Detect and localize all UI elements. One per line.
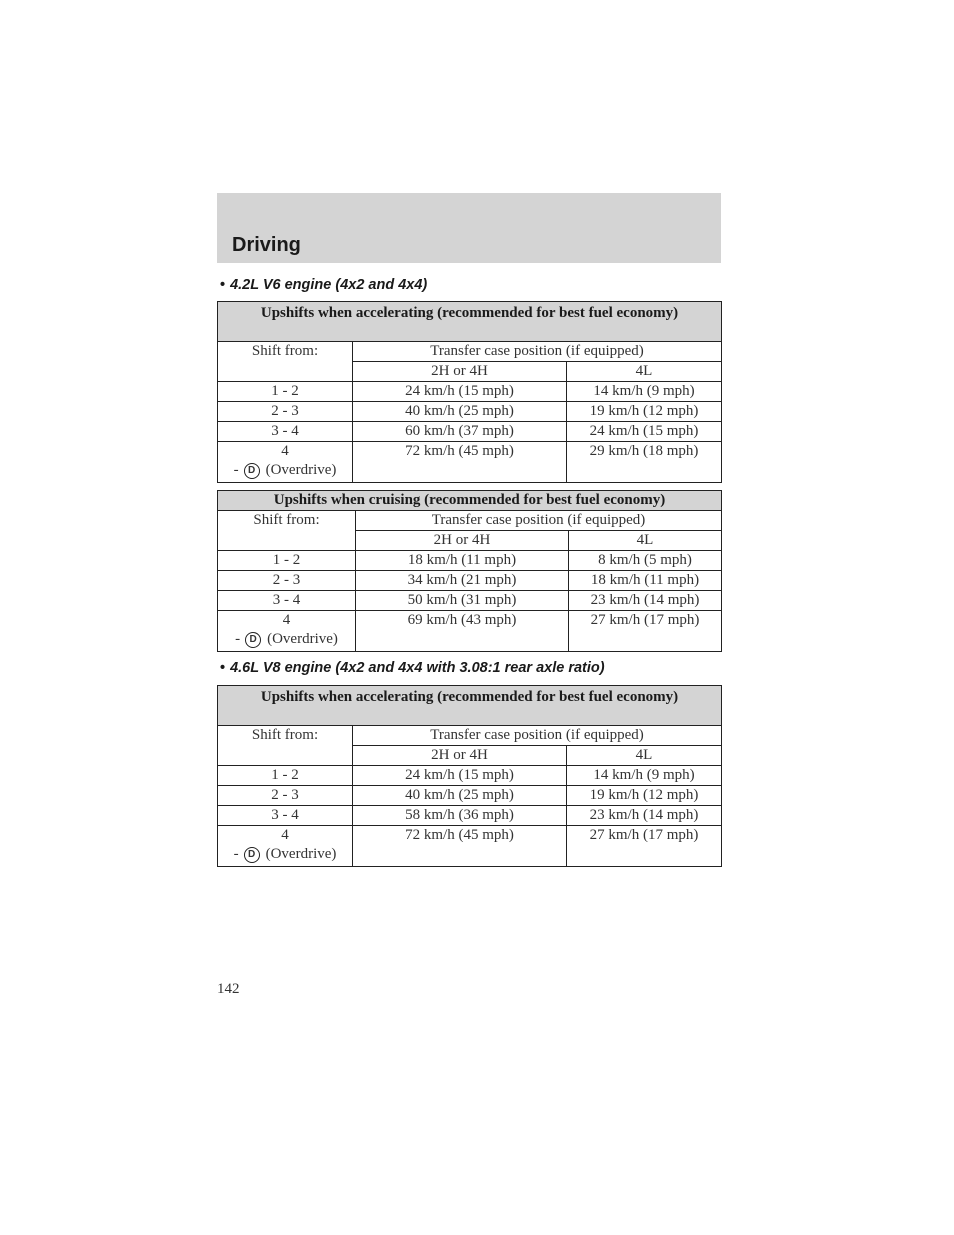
transfer-case-header: Transfer case position (if equipped) [353,342,722,362]
col-header-4l: 4L [567,362,722,382]
shift-cell [218,826,353,867]
shift-cell: 3 - 4 [218,591,356,611]
speed-4l-cell: 23 km/h (14 mph) [567,806,722,826]
col-header-4l: 4L [569,531,722,551]
shift-from-header: Shift from: [218,511,356,551]
speed-4l-cell: 18 km/h (11 mph) [569,571,722,591]
upshift-table-v6-cruising [217,490,722,652]
shift-gear: 4 [281,443,289,459]
table-row [218,591,722,611]
engine-heading-v6: • 4.2L V6 engine (4x2 and 4x4) [220,277,428,293]
col-header-4l: 4L [567,746,722,766]
speed-4l-cell: 8 km/h (5 mph) [569,551,722,571]
col-header-2h-4h: 2H or 4H [353,746,567,766]
speed-4l-cell: 19 km/h (12 mph) [567,786,722,806]
table-row [218,611,722,652]
engine-heading-v8: • 4.6L V8 engine (4x2 and 4x4 with 3.08:1 rear axle ratio) [220,660,605,676]
overdrive-label: - D (Overdrive) [233,846,337,862]
speed-2h-4h-cell: 40 km/h (25 mph) [353,402,567,422]
table-title: Upshifts when accelerating (recommended for best fuel economy) [218,302,722,342]
shift-cell: 1 - 2 [218,382,353,402]
upshift-table-v6-accelerating [217,301,722,483]
speed-2h-4h-cell: 50 km/h (31 mph) [356,591,569,611]
speed-2h-4h-cell: 72 km/h (45 mph) [353,826,567,867]
table-row [218,422,722,442]
overdrive-d-icon: D [245,632,261,648]
shift-cell [218,611,356,652]
bullet-icon: • [220,660,226,676]
speed-4l-cell: 14 km/h (9 mph) [567,382,722,402]
table-title: Upshifts when cruising (recommended for best fuel economy) [218,491,722,511]
speed-2h-4h-cell: 24 km/h (15 mph) [353,766,567,786]
speed-4l-cell: 14 km/h (9 mph) [567,766,722,786]
upshift-table-v8-accelerating [217,685,722,867]
col-header-2h-4h: 2H or 4H [353,362,567,382]
speed-4l-cell: 23 km/h (14 mph) [569,591,722,611]
speed-4l-cell: 19 km/h (12 mph) [567,402,722,422]
shift-from-header: Shift from: [218,342,353,382]
table-row [218,402,722,422]
speed-2h-4h-cell: 40 km/h (25 mph) [353,786,567,806]
shift-cell: 1 - 2 [218,766,353,786]
shift-cell: 3 - 4 [218,806,353,826]
overdrive-d-icon: D [244,463,260,479]
speed-2h-4h-cell: 34 km/h (21 mph) [356,571,569,591]
shift-cell: 1 - 2 [218,551,356,571]
section-title: Driving [232,234,301,256]
transfer-case-header: Transfer case position (if equipped) [356,511,722,531]
shift-cell [218,442,353,483]
transfer-case-header: Transfer case position (if equipped) [353,726,722,746]
shift-gear: 4 [282,612,291,628]
shift-cell: 3 - 4 [218,422,353,442]
shift-cell: 2 - 3 [218,571,356,591]
table-row [218,571,722,591]
overdrive-label: - D (Overdrive) [233,462,337,478]
table-row [218,786,722,806]
speed-4l-cell: 27 km/h (17 mph) [569,611,722,652]
speed-2h-4h-cell: 72 km/h (45 mph) [353,442,567,483]
speed-4l-cell: 29 km/h (18 mph) [567,442,722,483]
speed-4l-cell: 27 km/h (17 mph) [567,826,722,867]
shift-from-header: Shift from: [218,726,353,766]
table-row [218,551,722,571]
table-row [218,766,722,786]
speed-2h-4h-cell: 18 km/h (11 mph) [356,551,569,571]
speed-2h-4h-cell: 24 km/h (15 mph) [353,382,567,402]
table-row [218,826,722,867]
shift-cell: 2 - 3 [218,786,353,806]
speed-4l-cell: 24 km/h (15 mph) [567,422,722,442]
bullet-icon: • [220,277,226,293]
page-number: 142 [217,981,240,997]
col-header-2h-4h: 2H or 4H [356,531,569,551]
shift-gear: 4 [281,827,289,843]
overdrive-label: - D (Overdrive) [235,631,338,647]
section-header-band [217,193,721,263]
overdrive-d-icon: D [244,847,260,863]
table-row [218,442,722,483]
speed-2h-4h-cell: 58 km/h (36 mph) [353,806,567,826]
speed-2h-4h-cell: 60 km/h (37 mph) [353,422,567,442]
table-title: Upshifts when accelerating (recommended for best fuel economy) [218,686,722,726]
speed-2h-4h-cell: 69 km/h (43 mph) [356,611,569,652]
table-row [218,382,722,402]
table-row [218,806,722,826]
shift-cell: 2 - 3 [218,402,353,422]
